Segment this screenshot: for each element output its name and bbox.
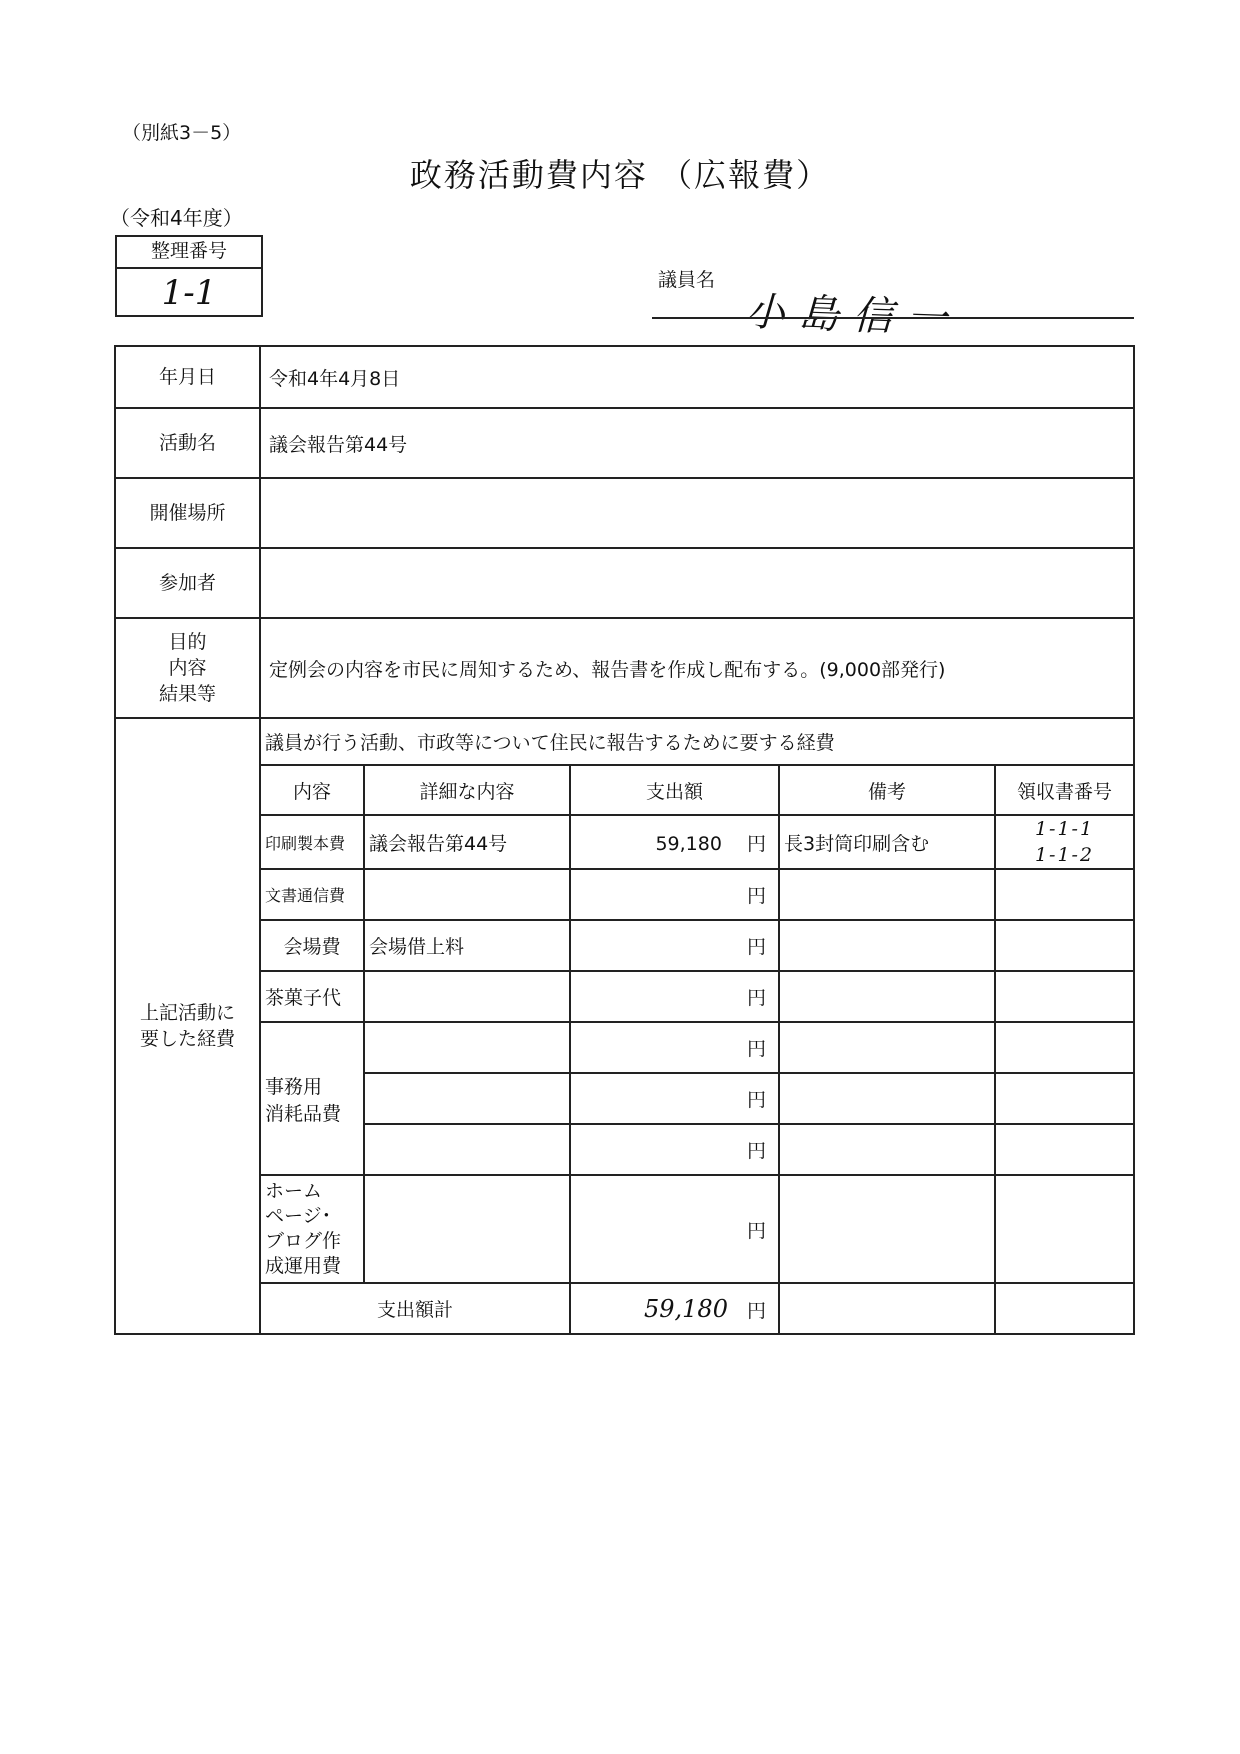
postage-remarks (779, 869, 995, 920)
purpose-label-line-3: 結果等 (158, 683, 216, 705)
supplies-2-yen: 円 (746, 1089, 766, 1111)
participants-value (260, 548, 1134, 618)
expenses-cell (260, 718, 1134, 1334)
printing-yen: 円 (746, 832, 766, 855)
postage-category: 文書通信費 (261, 869, 364, 920)
printing-amount: 59,180 (655, 832, 722, 855)
member-name-label: 議員名 (658, 269, 716, 291)
expense-total-row (261, 1283, 1133, 1333)
venue-amount-cell (570, 920, 779, 971)
printing-receipt-1: 1-1-1 (1034, 818, 1095, 840)
expenses-header-row (261, 765, 1133, 815)
total-amount-cell (570, 1283, 779, 1333)
report-form-table (114, 345, 1135, 1335)
postage-amount-cell (570, 869, 779, 920)
tea-detail (364, 971, 570, 1022)
expense-row-tea (261, 971, 1133, 1022)
supplies-3-amount-cell (570, 1124, 779, 1175)
purpose-label-line-2: 内容 (168, 657, 207, 679)
expenses-table (261, 719, 1133, 1333)
homepage-receipt (995, 1175, 1133, 1283)
venue-receipt (995, 920, 1133, 971)
header-remarks: 備考 (779, 765, 995, 815)
expenses-note-row (261, 719, 1133, 765)
tea-amount-cell (570, 971, 779, 1022)
tea-remarks (779, 971, 995, 1022)
row-expenses (115, 718, 1134, 1334)
purpose-value: 定例会の内容を市民に周知するため、報告書を作成し配布する。(9,000部発行) (260, 618, 1134, 718)
venue-yen: 円 (746, 936, 766, 958)
expense-row-supplies-3 (261, 1124, 1133, 1175)
participants-label: 参加者 (115, 548, 260, 618)
row-purpose (115, 618, 1134, 718)
homepage-category-line-2: ページ･ (265, 1205, 332, 1227)
supplies-2-remarks (779, 1073, 995, 1124)
header-receipt: 領収書番号 (995, 765, 1133, 815)
supplies-3-detail (364, 1124, 570, 1175)
row-participants (115, 548, 1134, 618)
supplies-1-remarks (779, 1022, 995, 1073)
header-content: 内容 (261, 765, 364, 815)
supplies-1-amount-cell (570, 1022, 779, 1073)
header-amount: 支出額 (570, 765, 779, 815)
postage-detail (364, 869, 570, 920)
date-label: 年月日 (115, 346, 260, 408)
supplies-1-yen: 円 (746, 1038, 766, 1060)
total-label: 支出額計 (261, 1283, 570, 1333)
activity-label: 活動名 (115, 408, 260, 478)
row-venue (115, 478, 1134, 548)
supplies-2-amount-cell (570, 1073, 779, 1124)
member-name-underline (652, 317, 1134, 319)
reference-label: （別紙3－5） (122, 122, 242, 144)
supplies-category (261, 1022, 364, 1175)
homepage-category-line-3: ブログ作 (265, 1230, 342, 1252)
date-value: 令和4年4月8日 (260, 346, 1134, 408)
purpose-label-line-1: 目的 (168, 631, 207, 653)
activity-value: 議会報告第44号 (260, 408, 1134, 478)
supplies-3-remarks (779, 1124, 995, 1175)
homepage-category-line-4: 成運用費 (265, 1255, 342, 1277)
expense-row-venue (261, 920, 1133, 971)
printing-receipt (995, 815, 1133, 869)
supplies-1-detail (364, 1022, 570, 1073)
expenses-label-line-1: 上記活動に (139, 1002, 235, 1024)
expense-row-postage (261, 869, 1133, 920)
page-title: 政務活動費内容 （広報費） (409, 156, 831, 194)
supplies-2-detail (364, 1073, 570, 1124)
supplies-3-receipt (995, 1124, 1133, 1175)
member-name-signature: 小島信一 (744, 289, 962, 343)
homepage-category-line-1: ホーム (265, 1180, 323, 1202)
venue-remarks (779, 920, 995, 971)
homepage-category (261, 1175, 364, 1283)
total-amount: 59,180 (643, 1294, 728, 1323)
expenses-label-line-2: 要した経費 (139, 1028, 235, 1050)
total-remarks (779, 1283, 995, 1333)
header-detail: 詳細な内容 (364, 765, 570, 815)
homepage-amount-cell (570, 1175, 779, 1283)
venue-detail: 会場借上料 (364, 920, 570, 971)
supplies-1-receipt (995, 1022, 1133, 1073)
printing-detail: 議会報告第44号 (364, 815, 570, 869)
homepage-remarks (779, 1175, 995, 1283)
printing-amount-cell (570, 815, 779, 869)
tea-category: 茶菓子代 (261, 971, 364, 1022)
venue-label: 開催場所 (115, 478, 260, 548)
venue-value (260, 478, 1134, 548)
expense-row-homepage (261, 1175, 1133, 1283)
seiri-number-value: 1-1 (161, 273, 217, 313)
postage-yen: 円 (746, 885, 766, 907)
row-date (115, 346, 1134, 408)
supplies-category-line-1: 事務用 (265, 1075, 323, 1098)
tea-yen: 円 (746, 987, 766, 1009)
row-activity (115, 408, 1134, 478)
supplies-3-yen: 円 (746, 1140, 766, 1162)
expense-row-supplies-1 (261, 1022, 1133, 1073)
supplies-category-line-2: 消耗品費 (265, 1102, 342, 1125)
expense-row-printing (261, 815, 1133, 869)
printing-category: 印刷製本費 (261, 815, 364, 869)
total-yen: 円 (746, 1299, 766, 1322)
postage-receipt (995, 869, 1133, 920)
expense-row-supplies-2 (261, 1073, 1133, 1124)
printing-receipt-2: 1-1-2 (1034, 844, 1095, 866)
homepage-yen: 円 (746, 1219, 766, 1242)
purpose-label (115, 618, 260, 718)
supplies-2-receipt (995, 1073, 1133, 1124)
venue-category: 会場費 (261, 920, 364, 971)
printing-remarks: 長3封筒印刷含む (779, 815, 995, 869)
homepage-detail (364, 1175, 570, 1283)
seiri-number-box (115, 235, 263, 317)
fiscal-year: （令和4年度） (110, 206, 243, 230)
seiri-number-label: 整理番号 (117, 237, 261, 269)
tea-receipt (995, 971, 1133, 1022)
expenses-label (115, 718, 260, 1334)
total-receipt (995, 1283, 1133, 1333)
expenses-note: 議員が行う活動、市政等について住民に報告するために要する経費 (261, 719, 1133, 765)
